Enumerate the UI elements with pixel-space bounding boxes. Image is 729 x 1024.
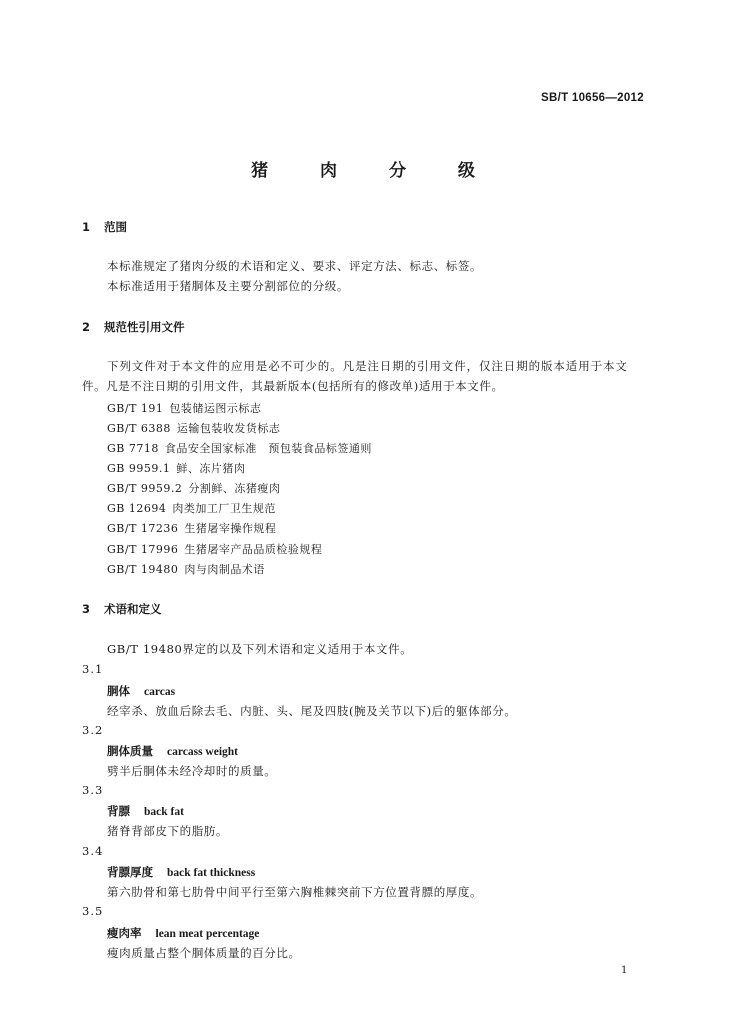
reference-code: GB/T 17236: [107, 522, 179, 535]
reference-item: [107, 500, 276, 516]
term-name-en: back fat: [144, 806, 184, 818]
section-number: 2: [82, 320, 91, 334]
section-2-heading: [82, 319, 185, 335]
section-title: 术语和定义: [104, 602, 162, 616]
paragraph: GB/T 19480界定的以及下列术语和定义适用于本文件。: [107, 642, 413, 656]
section-number: 1: [82, 220, 91, 234]
reference-code: GB/T 6388: [107, 422, 171, 435]
term-name: [107, 683, 175, 699]
reference-title: 生猪屠宰操作规程: [184, 522, 277, 535]
term-name-zh: 背膘: [107, 804, 130, 818]
reference-code: GB 9959.1: [107, 462, 171, 475]
term-name: [107, 803, 184, 819]
term-number: 3.3: [82, 783, 104, 797]
term-definition: 猪脊背部皮下的脂肪。: [107, 824, 228, 838]
paragraph: 件。凡是不注日期的引用文件，其最新版本(包括所有的修改单)适用于本文件。: [82, 379, 504, 393]
reference-code: GB/T 19480: [107, 563, 179, 576]
reference-item: [107, 420, 280, 436]
reference-code: GB/T 17996: [107, 543, 179, 556]
reference-title: 运输包装收发货标志: [176, 422, 281, 435]
term-name-en: carcass weight: [167, 746, 239, 758]
reference-title: 鲜、冻片猪肉: [176, 462, 246, 475]
term-name: [107, 743, 238, 759]
term-definition: 第六肋骨和第七肋骨中间平行至第六胸椎棘突前下方位置背膘的厚度。: [107, 885, 483, 899]
reference-item: [107, 520, 276, 536]
term-name-zh: 胴体质量: [107, 744, 153, 758]
term-name-zh: 背膘厚度: [107, 865, 153, 879]
term-name: [107, 925, 259, 941]
term-name-en: lean meat percentage: [155, 928, 260, 940]
reference-item: [107, 561, 265, 577]
reference-title: 肉类加工厂卫生规范: [172, 502, 276, 515]
reference-title: 食品安全国家标准 预包装食品标签通则: [164, 442, 372, 455]
paragraph: 本标准适用于猪胴体及主要分割部位的分级。: [107, 279, 349, 293]
term-name-en: back fat thickness: [167, 867, 256, 879]
term-number: 3.2: [82, 723, 104, 737]
reference-item: [107, 541, 322, 557]
reference-code: GB/T 9959.2: [107, 482, 183, 495]
term-number: 3.4: [82, 844, 104, 858]
section-number: 3: [82, 602, 91, 616]
reference-code: GB/T 191: [107, 402, 164, 415]
reference-code: GB 7718: [107, 442, 159, 455]
reference-item: [107, 400, 261, 416]
term-number: 3.5: [82, 904, 104, 918]
reference-title: 肉与肉制品术语: [184, 563, 265, 576]
reference-title: 生猪屠宰产品品质检验规程: [184, 543, 323, 556]
term-definition: 经宰杀、放血后除去毛、内脏、头、尾及四肢(腕及关节以下)后的躯体部分。: [107, 704, 517, 718]
reference-title: 分割鲜、冻猪瘦肉: [188, 482, 281, 495]
standard-code: SB/T 10656—2012: [541, 92, 644, 104]
reference-item: [107, 440, 372, 456]
term-number: 3.1: [82, 662, 104, 676]
reference-title: 包装储运图示标志: [169, 402, 262, 415]
document-title: 猪 肉 分 级: [251, 161, 498, 181]
section-3-heading: [82, 601, 162, 617]
reference-code: GB 12694: [107, 502, 167, 515]
term-name-zh: 瘦肉率: [107, 926, 142, 940]
paragraph: 下列文件对于本文件的应用是必不可少的。凡是注日期的引用文件，仅注日期的版本适用于本文: [107, 359, 628, 373]
section-1-heading: [82, 219, 127, 235]
page-number: 1: [621, 965, 628, 976]
section-title: 范围: [104, 220, 127, 234]
term-name: [107, 864, 255, 880]
term-definition: 劈半后胴体未经冷却时的质量。: [107, 764, 277, 778]
reference-item: [107, 480, 280, 496]
term-name-zh: 胴体: [107, 684, 130, 698]
paragraph: 本标准规定了猪肉分级的术语和定义、要求、评定方法、标志、标签。: [107, 259, 483, 273]
term-name-en: carcas: [144, 686, 176, 698]
reference-item: [107, 460, 245, 476]
term-definition: 瘦肉质量占整个胴体质量的百分比。: [107, 946, 301, 960]
section-title: 规范性引用文件: [104, 320, 185, 334]
